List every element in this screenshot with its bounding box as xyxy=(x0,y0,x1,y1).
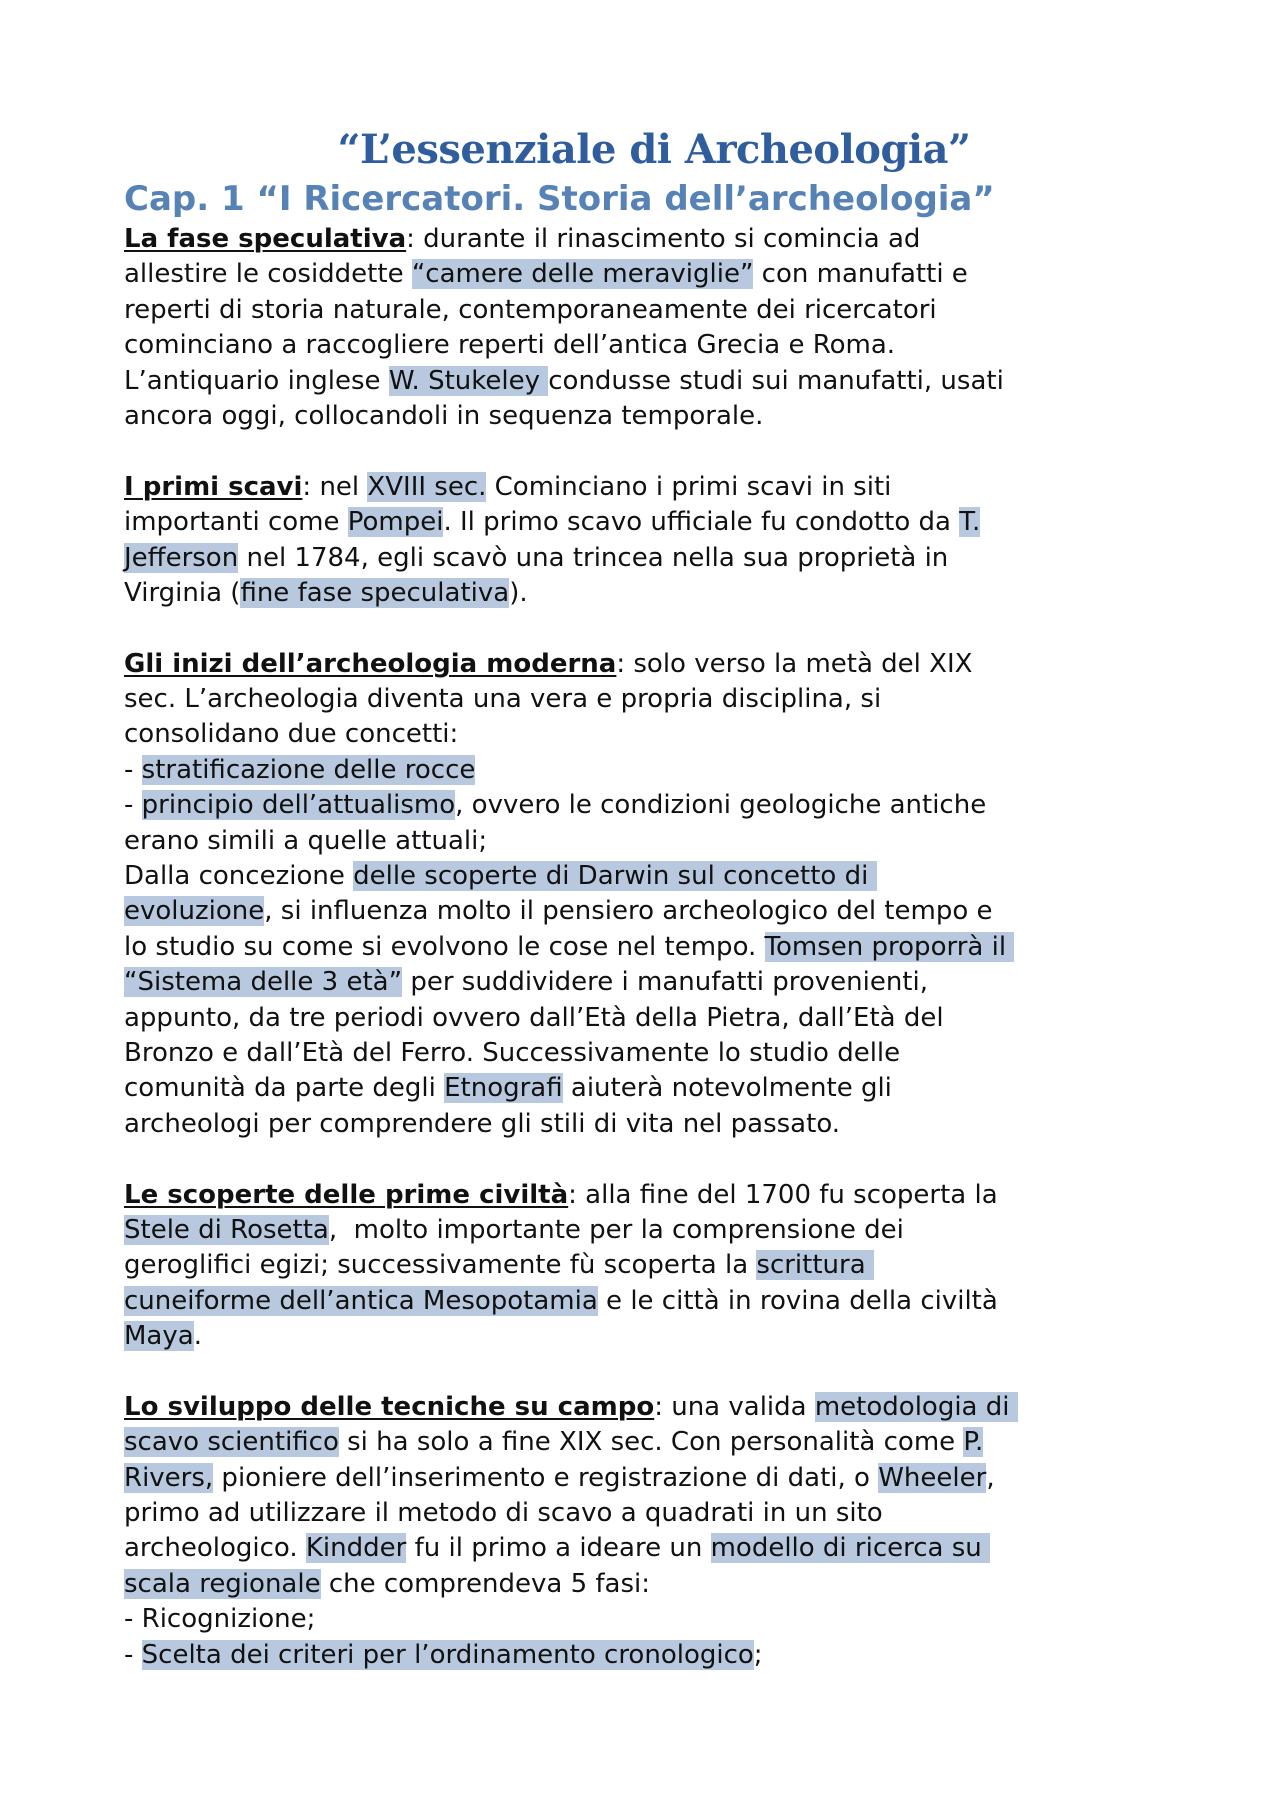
text-line xyxy=(124,293,1184,328)
highlighted-text: Kindder xyxy=(305,1533,407,1564)
body-text: importanti come xyxy=(124,507,348,538)
body-text: con manufatti e xyxy=(753,259,968,290)
highlighted-text: “camere delle meraviglie” xyxy=(411,259,754,290)
highlighted-text: evoluzione xyxy=(124,896,265,927)
body-text: ; xyxy=(753,1639,763,1670)
body-text: aiuterà notevolmente gli xyxy=(562,1073,892,1104)
body-text: consolidano due concetti: xyxy=(124,719,459,750)
text-line xyxy=(124,824,1184,859)
section-heading: I primi scavi xyxy=(124,471,303,502)
text-line xyxy=(124,222,1184,257)
text-line xyxy=(124,1390,1184,1425)
blank-line xyxy=(124,434,1184,469)
text-line xyxy=(124,1071,1184,1106)
text-line xyxy=(124,1638,1184,1673)
text-line xyxy=(124,364,1184,399)
body-text: si ha solo a fine XIX sec. Con personalità come xyxy=(338,1427,964,1458)
highlighted-text: modello di ricerca su xyxy=(710,1533,991,1564)
text-line xyxy=(124,1284,1184,1319)
body-text: Bronzo e dall’Età del Ferro. Successivamente lo studio delle xyxy=(124,1037,901,1068)
body-text: ). xyxy=(509,577,528,608)
text-line xyxy=(124,859,1184,894)
body-text: primo ad utilizzare il metodo di scavo a quadrati in un sito xyxy=(124,1498,883,1529)
body-text: : nel xyxy=(302,471,368,502)
body-text: , ovvero le condizioni geologiche antiche xyxy=(455,790,987,821)
body-text: lo studio su come si evolvono le cose nel tempo. xyxy=(124,931,765,962)
body-text: - xyxy=(124,754,142,785)
text-line xyxy=(124,399,1184,434)
body-text: - xyxy=(124,790,142,821)
blank-line xyxy=(124,611,1184,646)
text-line xyxy=(124,965,1184,1000)
text-line xyxy=(124,1567,1184,1602)
text-line xyxy=(124,930,1184,965)
body-text: sec. L’archeologia diventa una vera e propria disciplina, si xyxy=(124,684,882,715)
body-text: per suddividere i manufatti provenienti, xyxy=(402,967,928,998)
body-text: fu il primo a ideare un xyxy=(406,1533,711,1564)
body-text: nel 1784, egli scavò una trincea nella sua proprietà in xyxy=(238,542,949,573)
body-text: geroglifici egizi; successivamente fù scoperta la xyxy=(124,1250,757,1281)
text-line xyxy=(124,1496,1184,1531)
body-text: appunto, da tre periodi ovvero dall’Età della Pietra, dall’Età del xyxy=(124,1002,944,1033)
text-line xyxy=(124,682,1184,717)
text-line xyxy=(124,894,1184,929)
body-text: comunità da parte degli xyxy=(124,1073,445,1104)
highlighted-text: T. xyxy=(959,507,981,538)
text-line xyxy=(124,788,1184,823)
text-line xyxy=(124,717,1184,752)
highlighted-text: scavo scientifico xyxy=(124,1427,339,1458)
body-text: - Ricognizione; xyxy=(124,1604,316,1635)
highlighted-text: Pompei xyxy=(347,507,444,538)
section-heading: Gli inizi dell’archeologia moderna xyxy=(124,648,617,679)
text-line xyxy=(124,1319,1184,1354)
body-text: ancora oggi, collocandoli in sequenza temporale. xyxy=(124,400,764,431)
section-heading: La fase speculativa xyxy=(124,224,407,254)
body-text: condusse studi sui manufatti, usati xyxy=(548,365,1004,396)
highlighted-text: Stele di Rosetta xyxy=(124,1214,329,1245)
highlighted-text: scrittura xyxy=(756,1250,874,1281)
text-line xyxy=(124,328,1184,363)
body-text: - xyxy=(124,1639,142,1670)
text-line xyxy=(124,1213,1184,1248)
highlighted-text: Jefferson xyxy=(124,542,239,573)
document-title: “L’essenziale di Archeologia” xyxy=(337,126,971,173)
text-line xyxy=(124,1425,1184,1460)
text-line xyxy=(124,1602,1184,1637)
highlighted-text: Rivers, xyxy=(124,1462,214,1493)
body-text: reperti di storia naturale, contemporaneamente dei ricercatori xyxy=(124,294,937,325)
body-text: Dalla concezione xyxy=(124,861,354,892)
text-line xyxy=(124,1531,1184,1566)
highlighted-text: metodologia di xyxy=(814,1391,1018,1422)
body-text: , xyxy=(986,1462,995,1493)
body-text: archeologico. xyxy=(124,1533,306,1564)
text-line xyxy=(124,470,1184,505)
body-text: L’antiquario inglese xyxy=(124,365,389,396)
text-line xyxy=(124,576,1184,611)
text-line xyxy=(124,1248,1184,1283)
text-line xyxy=(124,541,1184,576)
highlighted-text: Tomsen proporrà il xyxy=(764,931,1015,962)
text-line xyxy=(124,1036,1184,1071)
highlighted-text: P. xyxy=(963,1427,984,1458)
text-line xyxy=(124,1178,1184,1213)
document-page xyxy=(124,124,1184,1673)
body-text: , molto importante per la comprensione dei xyxy=(328,1214,904,1245)
highlighted-text: delle scoperte di Darwin sul concetto di xyxy=(353,861,877,892)
document-body xyxy=(124,222,1184,1673)
blank-line xyxy=(124,1355,1184,1390)
chapter-heading: Cap. 1 “I Ricercatori. Storia dell’archeologia” xyxy=(124,179,995,219)
highlighted-text: Maya xyxy=(124,1321,194,1352)
section-heading: Lo sviluppo delle tecniche su campo xyxy=(124,1391,655,1422)
text-line xyxy=(124,1461,1184,1496)
text-line xyxy=(124,1107,1184,1142)
body-text: pioniere dell’inserimento e registrazione di dati, o xyxy=(213,1462,879,1493)
text-line xyxy=(124,257,1184,292)
section-heading: Le scoperte delle prime civiltà xyxy=(124,1179,569,1210)
body-text: : solo verso la metà del XIX xyxy=(616,648,973,679)
body-text: , si influenza molto il pensiero archeologico del tempo e xyxy=(264,896,993,927)
body-text: : una valida xyxy=(654,1391,815,1422)
highlighted-text: Etnografi xyxy=(444,1073,563,1104)
body-text: . xyxy=(193,1321,202,1352)
body-text: Cominciano i primi scavi in siti xyxy=(486,471,892,502)
text-line xyxy=(124,753,1184,788)
body-text: e le città in rovina della civiltà xyxy=(597,1285,998,1316)
body-text: allestire le cosiddette xyxy=(124,259,412,290)
highlighted-text: Wheeler xyxy=(878,1462,987,1493)
highlighted-text: scala regionale xyxy=(124,1568,321,1599)
text-line xyxy=(124,647,1184,682)
highlighted-text: principio dell’attualismo xyxy=(141,790,456,821)
highlighted-text: stratificazione delle rocce xyxy=(141,754,476,785)
highlighted-text: “Sistema delle 3 età” xyxy=(124,967,403,998)
body-text: Virginia ( xyxy=(124,577,241,608)
highlighted-text: Scelta dei criteri per l’ordinamento cronologico xyxy=(141,1639,754,1670)
highlighted-text: fine fase speculativa xyxy=(240,577,510,608)
body-text: : durante il rinascimento si comincia ad xyxy=(406,224,921,254)
body-text: : alla fine del 1700 fu scoperta la xyxy=(568,1179,998,1210)
body-text: erano simili a quelle attuali; xyxy=(124,825,488,856)
body-text: cominciano a raccogliere reperti dell’antica Grecia e Roma. xyxy=(124,330,896,361)
body-text: . Il primo scavo ufficiale fu condotto da xyxy=(443,507,960,538)
highlighted-text: W. Stukeley xyxy=(388,365,549,396)
text-line xyxy=(124,505,1184,540)
text-line xyxy=(124,1001,1184,1036)
body-text: archeologi per comprendere gli stili di vita nel passato. xyxy=(124,1108,841,1139)
highlighted-text: cuneiforme dell’antica Mesopotamia xyxy=(124,1285,598,1316)
highlighted-text: XVIII sec. xyxy=(367,471,487,502)
blank-line xyxy=(124,1142,1184,1177)
body-text: che comprendeva 5 fasi: xyxy=(320,1568,651,1599)
